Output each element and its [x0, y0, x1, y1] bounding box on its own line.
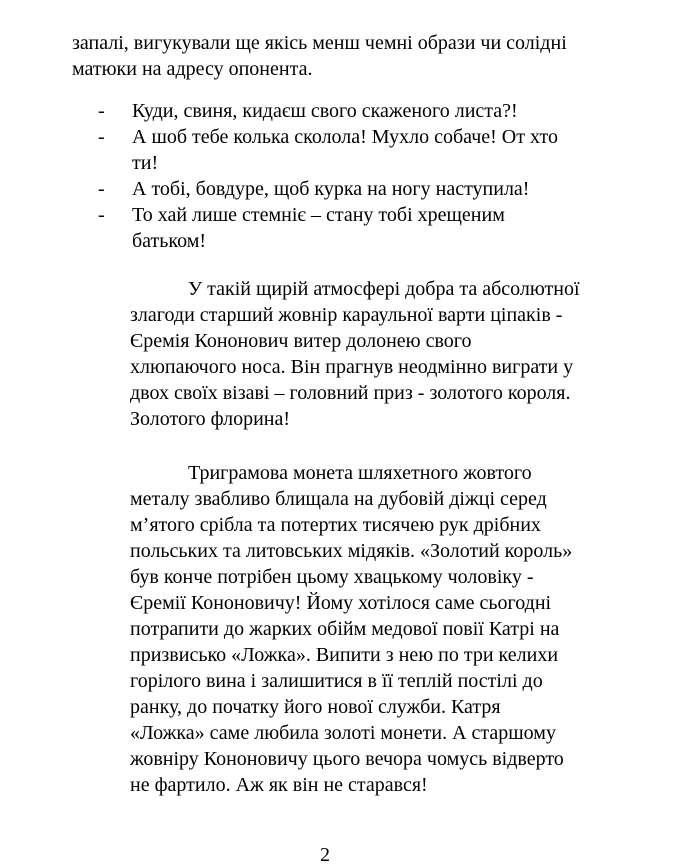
text-line: Куди, свиня, кидаєш свого скаженого листа?! [132, 100, 518, 122]
paragraph [130, 276, 610, 432]
dash-marker: - [98, 126, 105, 148]
text-line: Єремія Кононович витер долонею свого [130, 330, 472, 352]
text-line: То хай лише стемніє – стану тобі хрещеним [132, 204, 505, 226]
text-line: хлюпаючого носа. Він прагнув неодмінно виграти у [130, 356, 574, 378]
text-line: Золотого флорина! [130, 408, 291, 430]
text-line: А тобі, бовдуре, щоб курка на ногу наступила! [132, 178, 530, 200]
text-line: потрапити до жарких обійм медової повії Катрі на [130, 618, 560, 640]
text-line: був конче потрібен цьому хвацькому чоловіку - [130, 566, 534, 588]
text-line: жовніру Кононовичу цього вечора чомусь відверто [130, 748, 564, 770]
text-line: ранку, до початку його нової служби. Катря [130, 696, 501, 718]
text-line: А шоб тебе колька сколола! Мухло собаче! От хто [132, 126, 558, 148]
text-line: Єремії Кононовичу! Йому хотілося саме сьогодні [130, 592, 552, 614]
text-line: матюки на адресу опонента. [72, 58, 313, 80]
text-line: польських та литовських мідяків. «Золотий король» [130, 540, 573, 562]
text-line: горілого вина і залишитися в її теплій постілі до [130, 670, 543, 692]
dash-marker: - [98, 100, 105, 122]
dialogue-item [98, 98, 618, 124]
dialogue-item [98, 176, 618, 202]
dash-marker: - [98, 204, 105, 226]
dash-marker: - [98, 178, 105, 200]
page-number: 2 [320, 844, 330, 866]
text-line: не фартило. Аж як він не старався! [130, 774, 428, 796]
text-line: призвисько «Ложка». Випити з нею по три келихи [130, 644, 559, 666]
text-line: У такій щирій атмосфері добра та абсолютної [188, 278, 580, 300]
dialogue-item [98, 202, 618, 254]
text-line: ти! [132, 152, 159, 174]
text-line: «Ложка» саме любила золоті монети. А старшому [130, 722, 556, 744]
dialogue-item [98, 124, 618, 176]
text-line: металу звабливо блищала на дубовій діжці серед [130, 488, 547, 510]
text-line: батьком! [132, 230, 207, 252]
paragraph [130, 460, 610, 798]
text-line: двох своїх візаві – головний приз - золотого короля. [130, 382, 571, 404]
dialogue-list [98, 98, 618, 254]
text-line: Триграмова монета шляхетного жовтого [188, 462, 532, 484]
text-line: м’ятого срібла та потертих тисячею рук дрібних [130, 514, 541, 536]
text-line: злагоди старший жовнір караульної варти ціпаків - [130, 304, 563, 326]
text-line: запалі, вигукували ще якісь менш чемні образи чи солідні [72, 32, 567, 54]
paragraph-continuation [72, 30, 612, 82]
